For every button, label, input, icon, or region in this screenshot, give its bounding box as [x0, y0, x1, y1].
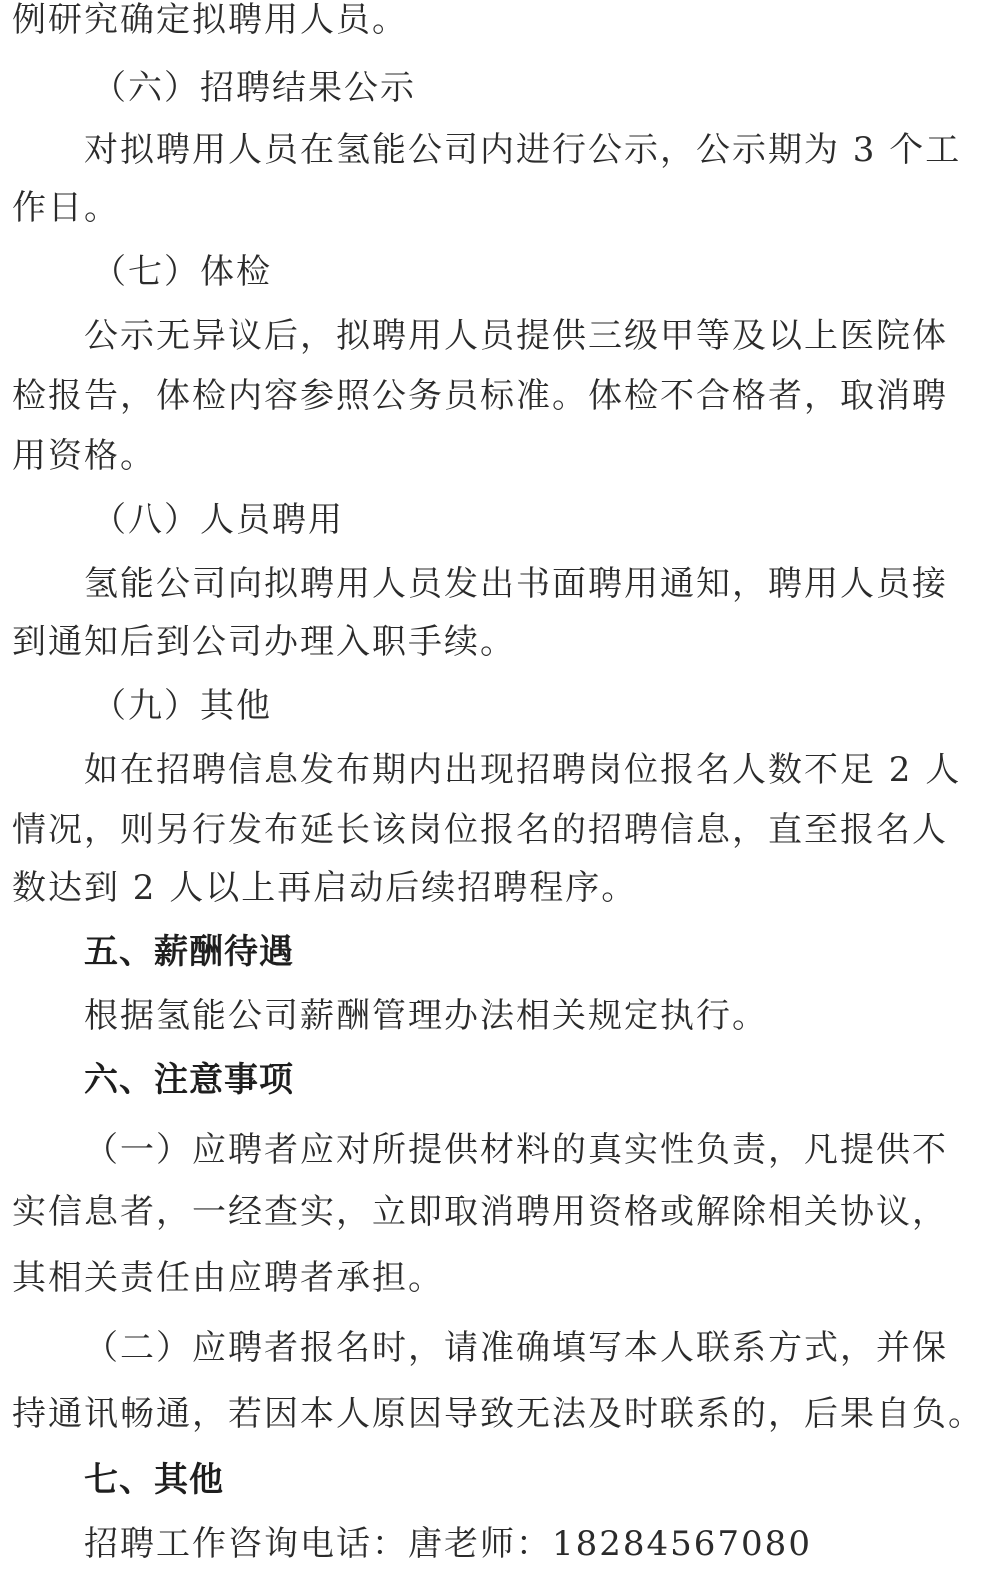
paragraph-line: 检报告，体检内容参照公务员标准。体检不合格者，取消聘	[12, 376, 948, 416]
section-heading-seven: 七、其他	[84, 1460, 224, 1500]
paragraph-line: 作日。	[12, 188, 120, 228]
paragraph-line: 例研究确定拟聘用人员。	[12, 0, 408, 40]
paragraph-line: 持通讯畅通，若因本人原因导致无法及时联系的，后果自负。	[12, 1394, 984, 1434]
paragraph-line: 其相关责任由应聘者承担。	[12, 1258, 444, 1298]
subsection-heading-seven: （七）体检	[92, 252, 272, 292]
section-heading-six: 六、注意事项	[84, 1060, 294, 1100]
contact-line: 招聘工作咨询电话：唐老师：18284567080	[84, 1524, 812, 1564]
paragraph-line: 数达到 2 人以上再启动后续招聘程序。	[12, 868, 638, 908]
subsection-heading-six: （六）招聘结果公示	[92, 68, 416, 108]
paragraph-line: 氢能公司向拟聘用人员发出书面聘用通知，聘用人员接	[84, 564, 948, 604]
paragraph-line: 用资格。	[12, 436, 156, 476]
paragraph-line: 实信息者，一经查实，立即取消聘用资格或解除相关协议，	[12, 1192, 948, 1232]
section-heading-five: 五、薪酬待遇	[84, 932, 294, 972]
paragraph-line: （二）应聘者报名时，请准确填写本人联系方式，并保	[84, 1328, 948, 1368]
paragraph-line: 对拟聘用人员在氢能公司内进行公示，公示期为 3 个工	[84, 130, 962, 170]
paragraph-line: 公示无异议后，拟聘用人员提供三级甲等及以上医院体	[84, 316, 948, 356]
subsection-heading-nine: （九）其他	[92, 686, 272, 726]
subsection-heading-eight: （八）人员聘用	[92, 500, 344, 540]
paragraph-line: 根据氢能公司薪酬管理办法相关规定执行。	[84, 996, 768, 1036]
paragraph-line: 情况，则另行发布延长该岗位报名的招聘信息，直至报名人	[12, 810, 948, 850]
paragraph-line: （一）应聘者应对所提供材料的真实性负责，凡提供不	[84, 1130, 948, 1170]
paragraph-line: 到通知后到公司办理入职手续。	[12, 622, 516, 662]
paragraph-line: 如在招聘信息发布期内出现招聘岗位报名人数不足 2 人	[84, 750, 962, 790]
